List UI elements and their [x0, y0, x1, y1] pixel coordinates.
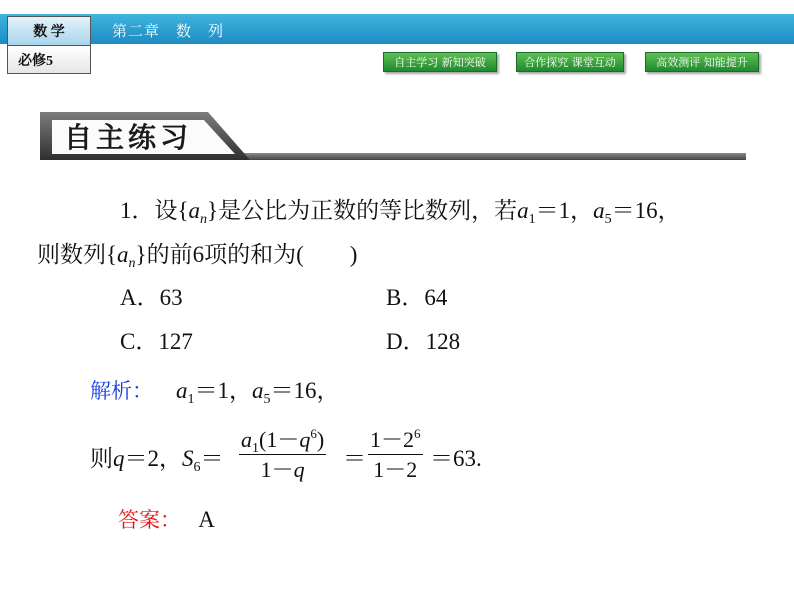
answer-value: A [198, 507, 215, 532]
a5-symbol: a [593, 198, 605, 223]
solution-line-2 [90, 444, 224, 474]
problem-text: 则数列{ [37, 242, 118, 267]
fraction-formula-numerator: $a_1(1-q^6)$ [241, 426, 325, 456]
sequence-symbol: a [117, 242, 129, 267]
volume-label: 必修5 [8, 46, 90, 73]
solution-label: 解析： [90, 379, 153, 403]
fraction-numeric-denominator: 1－2 [373, 457, 418, 482]
equals-sign: ＝ [200, 446, 224, 471]
chapter-title: 第二章 数 列 [112, 24, 225, 40]
a5-symbol: a [252, 378, 264, 403]
problem-text: 设{ [154, 198, 189, 223]
a1-subscript: 1 [528, 212, 536, 227]
q-value: ＝2， [124, 446, 182, 471]
a5-value: ＝16， [270, 378, 340, 403]
option-d[interactable]: D．128 [386, 329, 461, 354]
s-subscript: 6 [193, 460, 201, 475]
sequence-subscript: n [200, 212, 208, 227]
a5-value: ＝16， [611, 198, 681, 223]
fraction-formula-denominator: 1－q [260, 457, 305, 482]
equals-sign-2: ＝ [343, 446, 366, 471]
subject-label: 数 学 [8, 17, 90, 46]
sequence-subscript: n [128, 256, 136, 271]
section-title: 自主练习 [64, 121, 193, 154]
fraction-numeric-numerator: $1-2^6$ [370, 426, 421, 452]
a5-subscript: 5 [263, 392, 271, 407]
fraction-formula [239, 426, 326, 485]
problem-text: }的前6项的和为( ) [135, 242, 358, 267]
a1-symbol: a [517, 198, 529, 223]
sequence-symbol: a [188, 198, 201, 223]
a1-value: ＝1， [194, 378, 252, 403]
a1-subscript: 1 [187, 392, 195, 407]
problem-line-2 [37, 240, 357, 270]
subject-box [7, 16, 91, 74]
option-b[interactable]: B．64 [386, 285, 448, 310]
option-a[interactable]: A．63 [120, 285, 183, 310]
then-text: 则 [90, 446, 113, 471]
nav-button-assessment[interactable]: 高效测评 知能提升 [645, 52, 759, 72]
nav-button-cooperative-inquiry[interactable]: 合作探究 课堂互动 [516, 52, 624, 72]
problem-number: 1． [120, 198, 155, 223]
s-symbol: S [182, 446, 194, 471]
answer-line [118, 505, 215, 535]
fraction-numeric [368, 426, 423, 485]
solution-line-1 [90, 376, 340, 406]
option-c[interactable]: C．127 [120, 329, 193, 354]
a1-value: ＝1， [535, 198, 594, 223]
problem-text: }是公比为正数的等比数列，若 [207, 198, 518, 223]
nav-button-self-study[interactable]: 自主学习 新知突破 [383, 52, 497, 72]
solution-result: ＝63. [430, 446, 482, 471]
a5-subscript: 5 [604, 212, 612, 227]
q-symbol: q [113, 446, 125, 471]
answer-label: 答案： [118, 508, 181, 532]
problem-line-1 [120, 196, 681, 226]
a1-symbol: a [176, 378, 188, 403]
